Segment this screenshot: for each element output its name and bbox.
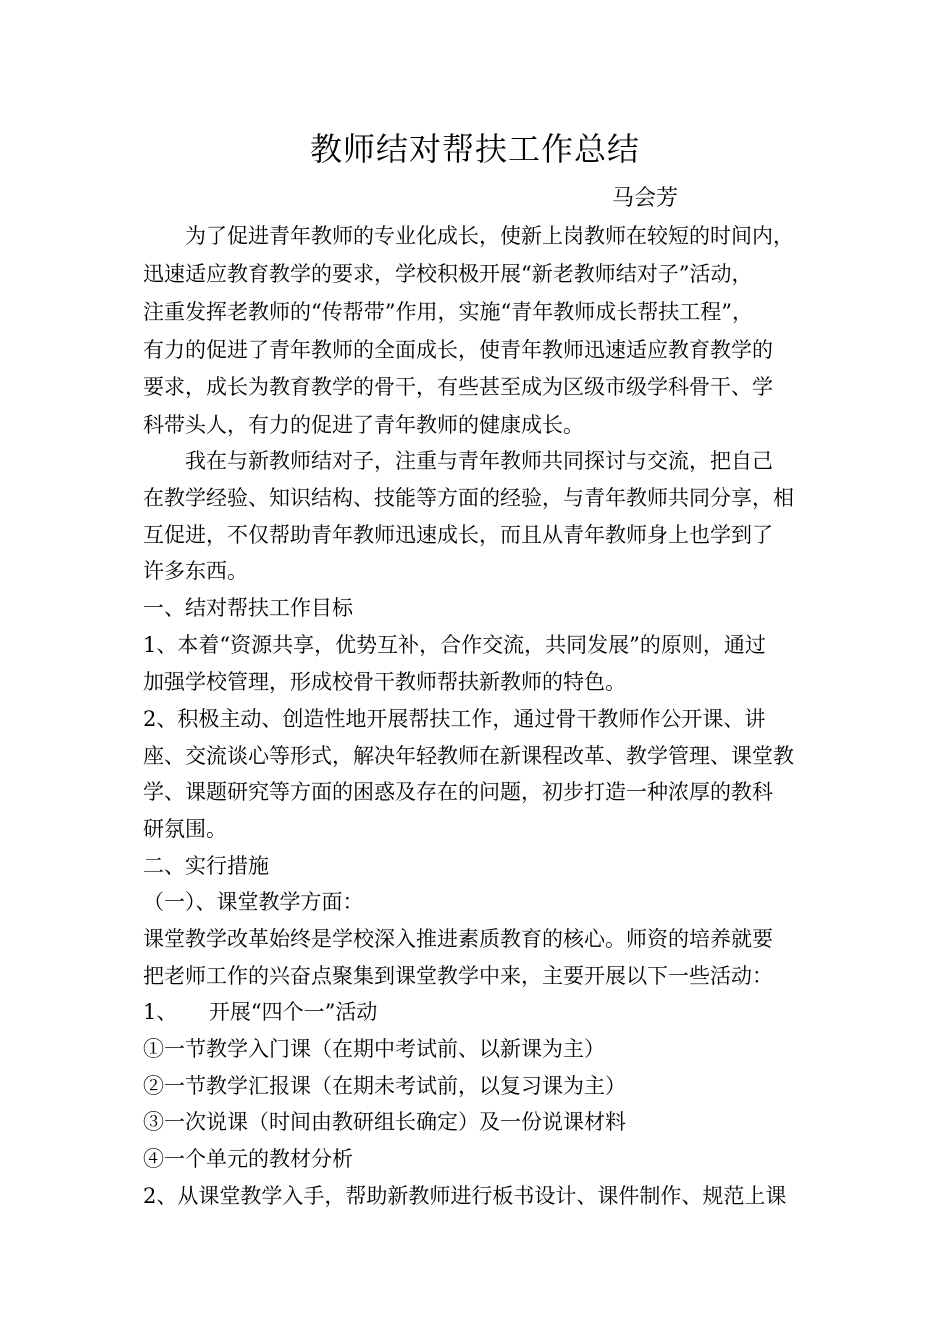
text-line: 2、从课堂教学入手，帮助新教师进行板书设计、课件制作、规范上课 xyxy=(143,1184,787,1208)
text-line: 学、课题研究等方面的困惑及存在的问题，初步打造一种浓厚的教科 xyxy=(143,780,773,804)
text-line: 科带头人，有力的促进了青年教师的健康成长。 xyxy=(143,413,584,437)
list-item: ①一节教学入门课（在期中考试前、以新课为主） xyxy=(143,1037,605,1061)
text-line: 2、积极主动、创造性地开展帮扶工作，通过骨干教师作公开课、讲 xyxy=(143,707,766,731)
author-name: 马会芳 xyxy=(612,186,679,211)
list-item: ④一个单元的教材分析 xyxy=(143,1147,353,1171)
text-line: 座、交流谈心等形式，解决年轻教师在新课程改革、教学管理、课堂教 xyxy=(143,744,794,768)
list-item: ②一节教学汇报课（在期未考试前，以复习课为主） xyxy=(143,1074,626,1098)
text-line: 许多东西。 xyxy=(143,559,248,583)
text-line: 注重发挥老教师的“传帮带”作用，实施“青年教师成长帮扶工程”， xyxy=(143,300,753,324)
text-line: 加强学校管理，形成校骨干教师帮扶新教师的特色。 xyxy=(143,670,626,694)
text-line: 我在与新教师结对子，注重与青年教师共同探讨与交流，把自己 xyxy=(143,449,773,473)
text-line: 研氛围。 xyxy=(143,817,227,841)
section-heading: 二、实行措施 xyxy=(143,854,269,878)
text-line: 要求，成长为教育教学的骨干，有些甚至成为区级市级学科骨干、学 xyxy=(143,375,773,399)
text-line: 迅速适应教育教学的要求，学校积极开展“新老教师结对子”活动， xyxy=(143,262,753,286)
text-line: 互促进，不仅帮助青年教师迅速成长，而且从青年教师身上也学到了 xyxy=(143,523,773,547)
text-line: 把老师工作的兴奋点聚集到课堂教学中来，主要开展以下一些活动： xyxy=(143,964,773,988)
document-title: 教师结对帮扶工作总结 xyxy=(309,130,640,168)
list-item: 1、 开展“四个一”活动 xyxy=(143,1000,378,1024)
subsection-heading: （一）、课堂教学方面： xyxy=(143,890,364,914)
text-line: 在教学经验、知识结构、技能等方面的经验，与青年教师共同分享，相 xyxy=(143,486,794,510)
text-line: 课堂教学改革始终是学校深入推进素质教育的核心。师资的培养就要 xyxy=(143,927,773,951)
text-line: 1、本着“资源共享，优势互补，合作交流，共同发展”的原则，通过 xyxy=(143,633,766,657)
list-item: ③一次说课（时间由教研组长确定）及一份说课材料 xyxy=(143,1110,626,1134)
text-line: 为了促进青年教师的专业化成长，使新上岗教师在较短的时间内， xyxy=(143,224,794,248)
text-line: 有力的促进了青年教师的全面成长，使青年教师迅速适应教育教学的 xyxy=(143,338,773,362)
section-heading: 一、结对帮扶工作目标 xyxy=(143,596,353,620)
